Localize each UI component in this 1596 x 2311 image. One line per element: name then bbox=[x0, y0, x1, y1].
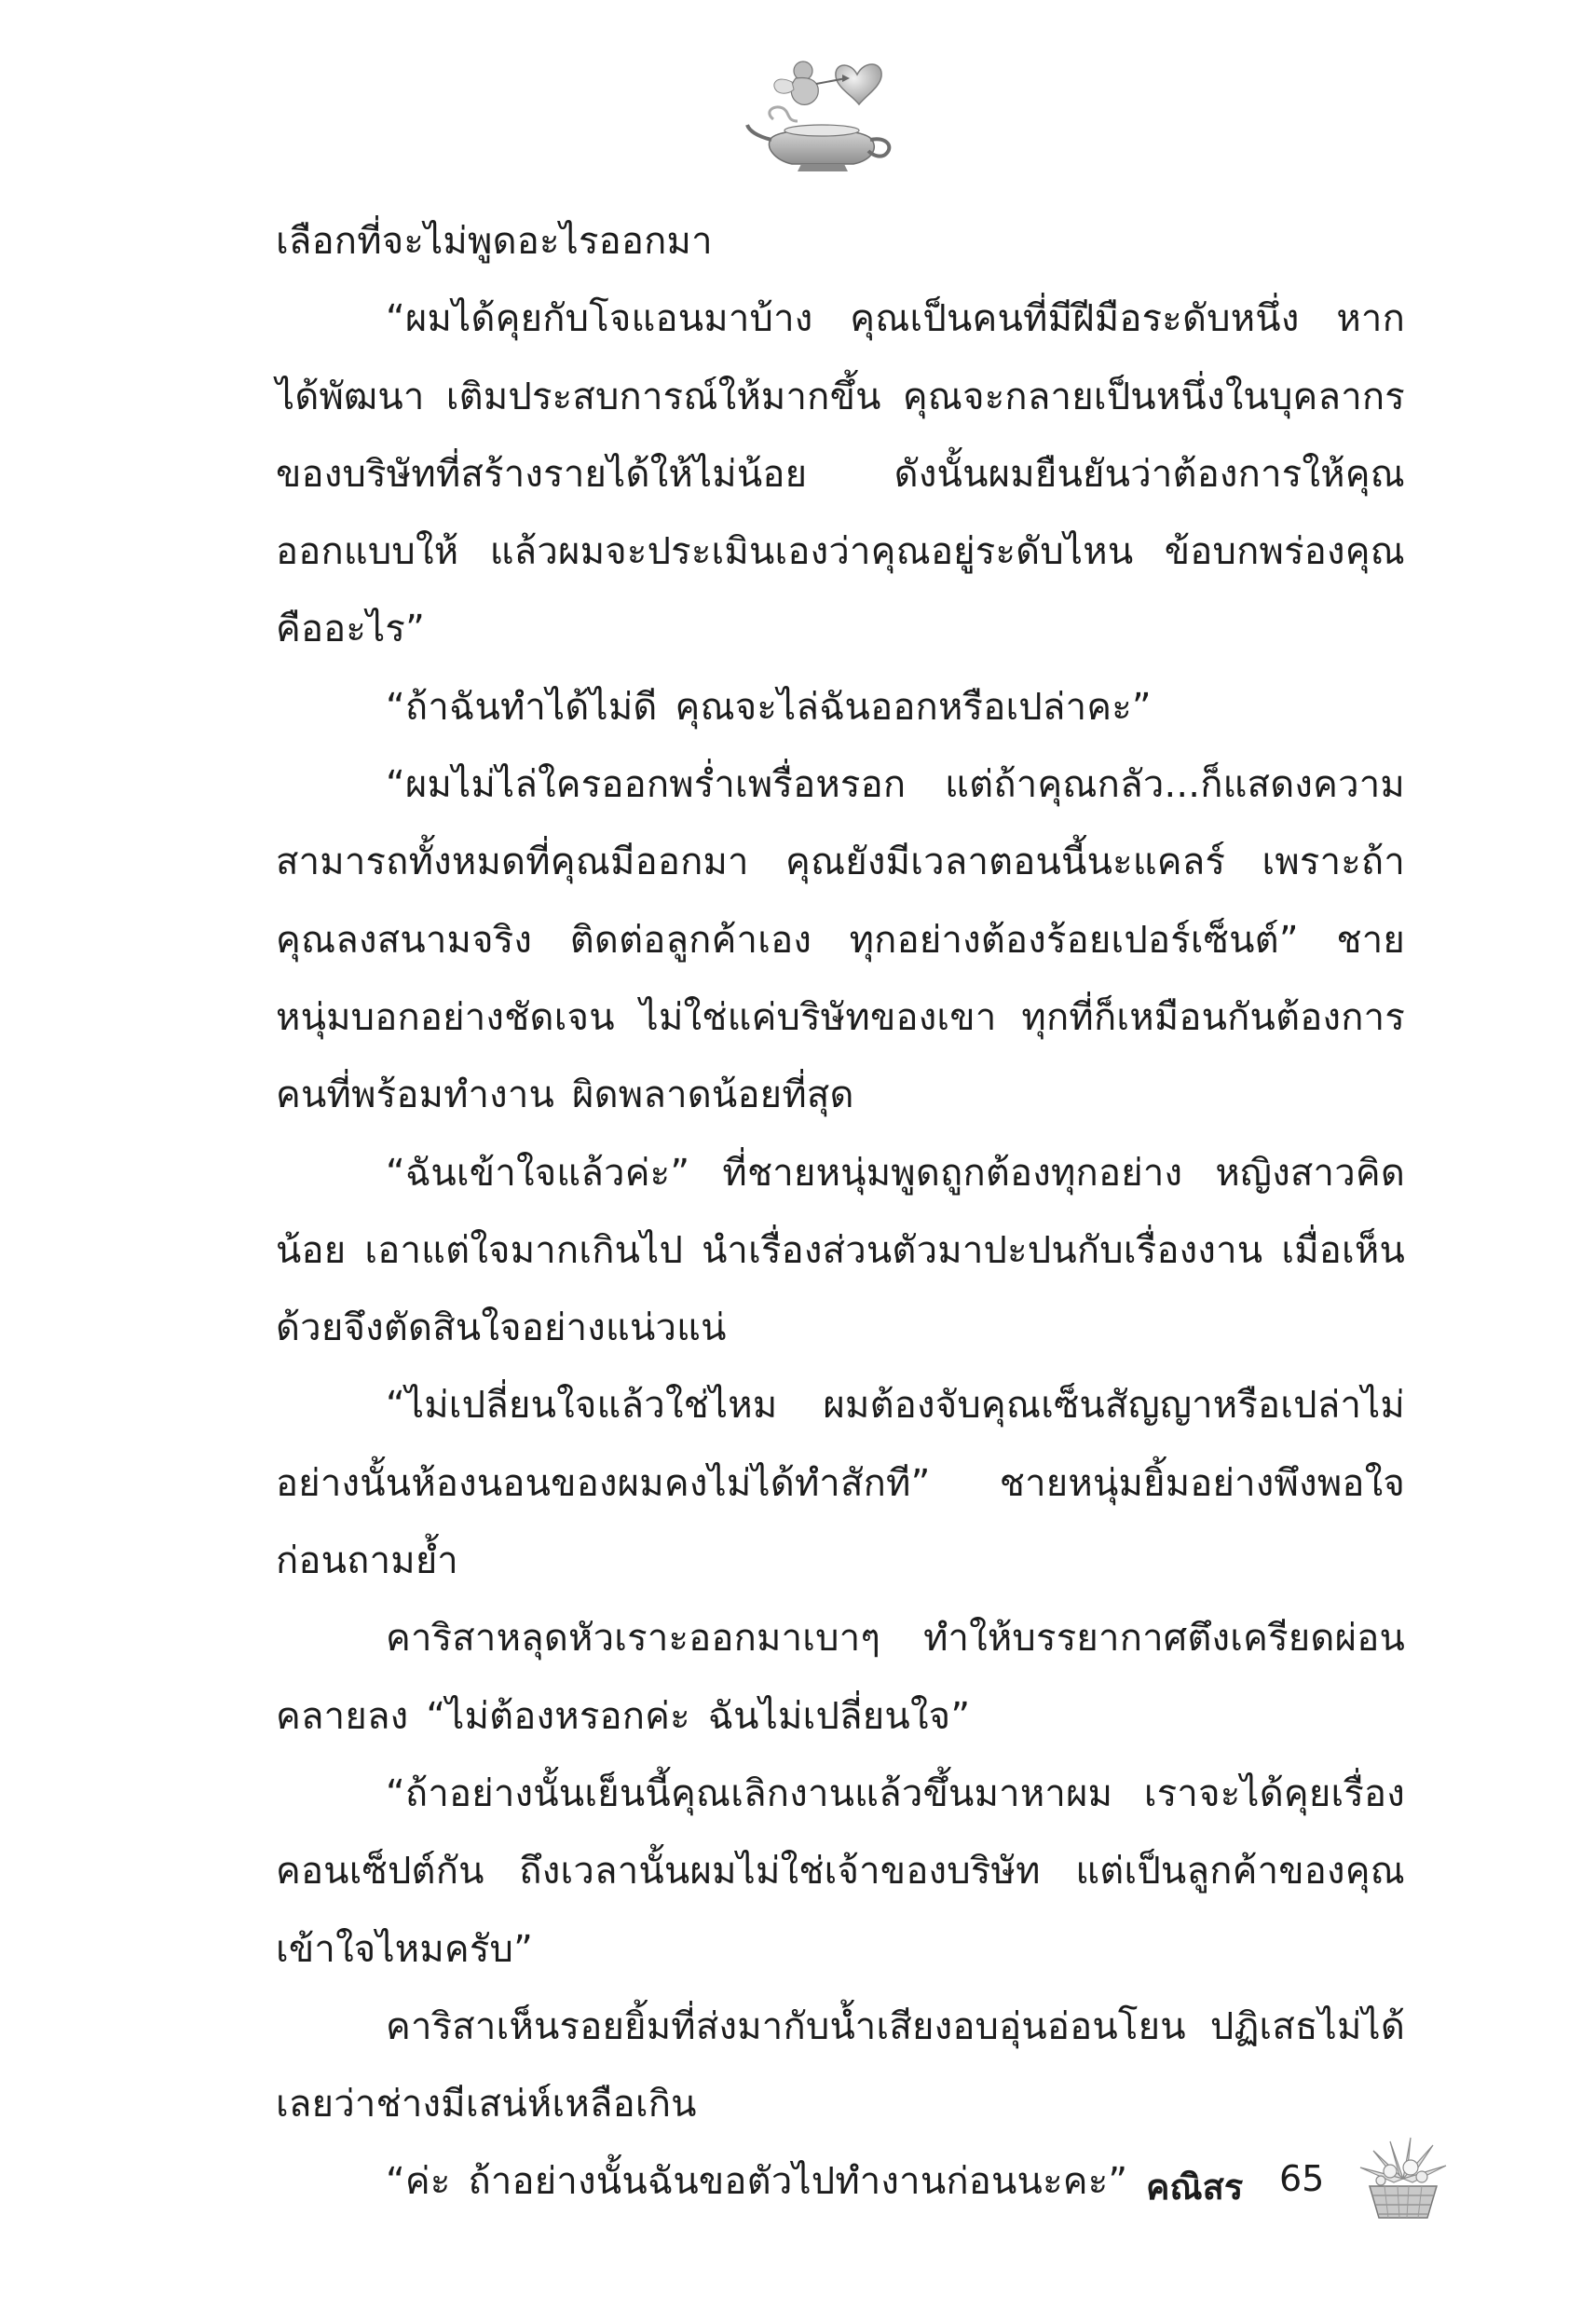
paragraph: เลือกที่จะไม่พูดอะไรออกมา bbox=[276, 220, 713, 263]
page-footer bbox=[1146, 2134, 1463, 2236]
paragraph: “ไม่เปลี่ยนใจแล้วใช่ไหม ผมต้องจับคุณเซ็นสัญญาหรือเปล่าไม่อย่างนั้นห้องนอนของผมคงไม่ได้ทำสักที” ชายหนุ่มยิ้มอย่างพึงพอใจก่อนถามย้ำ bbox=[276, 1384, 1405, 1583]
running-title: คณิสร bbox=[1146, 2167, 1244, 2208]
paragraph: “ถ้าอย่างนั้นเย็นนี้คุณเลิกงานแล้วขึ้นมาหาผม เราจะได้คุยเรื่องคอนเซ็ปต์กัน ถึงเวลานั้นผมไม่ใช่เจ้าของบริษัท แต่เป็นลูกค้าของคุณเข้าใจไหมครับ” bbox=[276, 1771, 1405, 1971]
story-text bbox=[276, 203, 1405, 2222]
page-number: 65 bbox=[1279, 2158, 1325, 2199]
paragraph: “ถ้าฉันทำได้ไม่ดี คุณจะไล่ฉันออกหรือเปล่าคะ” bbox=[386, 685, 1152, 729]
flower-basket-icon bbox=[1353, 2134, 1453, 2227]
paragraph: คาริสาเห็นรอยยิ้มที่ส่งมากับน้ำเสียงอบอุ่นอ่อนโยน ปฏิเสธไม่ได้เลยว่าช่างมีเสน่ห์เหลือเกิน bbox=[276, 2004, 1405, 2126]
paragraph: “ค่ะ ถ้าอย่างนั้นฉันขอตัวไปทำงานก่อนนะคะ” bbox=[386, 2160, 1128, 2204]
cupid-teapot-icon bbox=[745, 47, 913, 177]
paragraph: คาริสาหลุดหัวเราะออกมาเบาๆ ทำให้บรรยากาศตึงเครียดผ่อนคลายลง “ไม่ต้องหรอกค่ะ ฉันไม่เปลี่ยนใจ” bbox=[276, 1617, 1405, 1738]
paragraph: “ผมได้คุยกับโจแอนมาบ้าง คุณเป็นคนที่มีฝีมือระดับหนึ่ง หากได้พัฒนา เติมประสบการณ์ให้มากขึ้น คุณจะกลายเป็นหนึ่งในบุคลากรของบริษัทที่สร้างรายได้ให้ไม่น้อย ดังนั้นผมยืนยันว่าต้องการให้คุณออกแบบให้ แล้วผมจะประเมินเองว่าคุณอยู่ระดับไหน ข้อบกพร่องคุณคืออะไร” bbox=[276, 297, 1405, 651]
paragraph: “ฉันเข้าใจแล้วค่ะ” ที่ชายหนุ่มพูดถูกต้องทุกอย่าง หญิงสาวคิดน้อย เอาแต่ใจมากเกินไป นำเรื่องส่วนตัวมาปะปนกับเรื่องงาน เมื่อเห็นด้วยจึงตัดสินใจอย่างแน่วแน่ bbox=[276, 1151, 1405, 1350]
paragraph: “ผมไม่ไล่ใครออกพร่ำเพรื่อหรอก แต่ถ้าคุณกลัว...ก็แสดงความสามารถทั้งหมดที่คุณมีออกมา คุณยังมีเวลาตอนนี้นะแคลร์ เพราะถ้าคุณลงสนามจริง ติดต่อลูกค้าเอง ทุกอย่างต้องร้อยเปอร์เซ็นต์” ชายหนุ่มบอกอย่างชัดเจน ไม่ใช่แค่บริษัทของเขา ทุกที่ก็เหมือนกันต้องการคนที่พร้อมทำงาน ผิดพลาดน้อยที่สุด bbox=[276, 763, 1405, 1117]
